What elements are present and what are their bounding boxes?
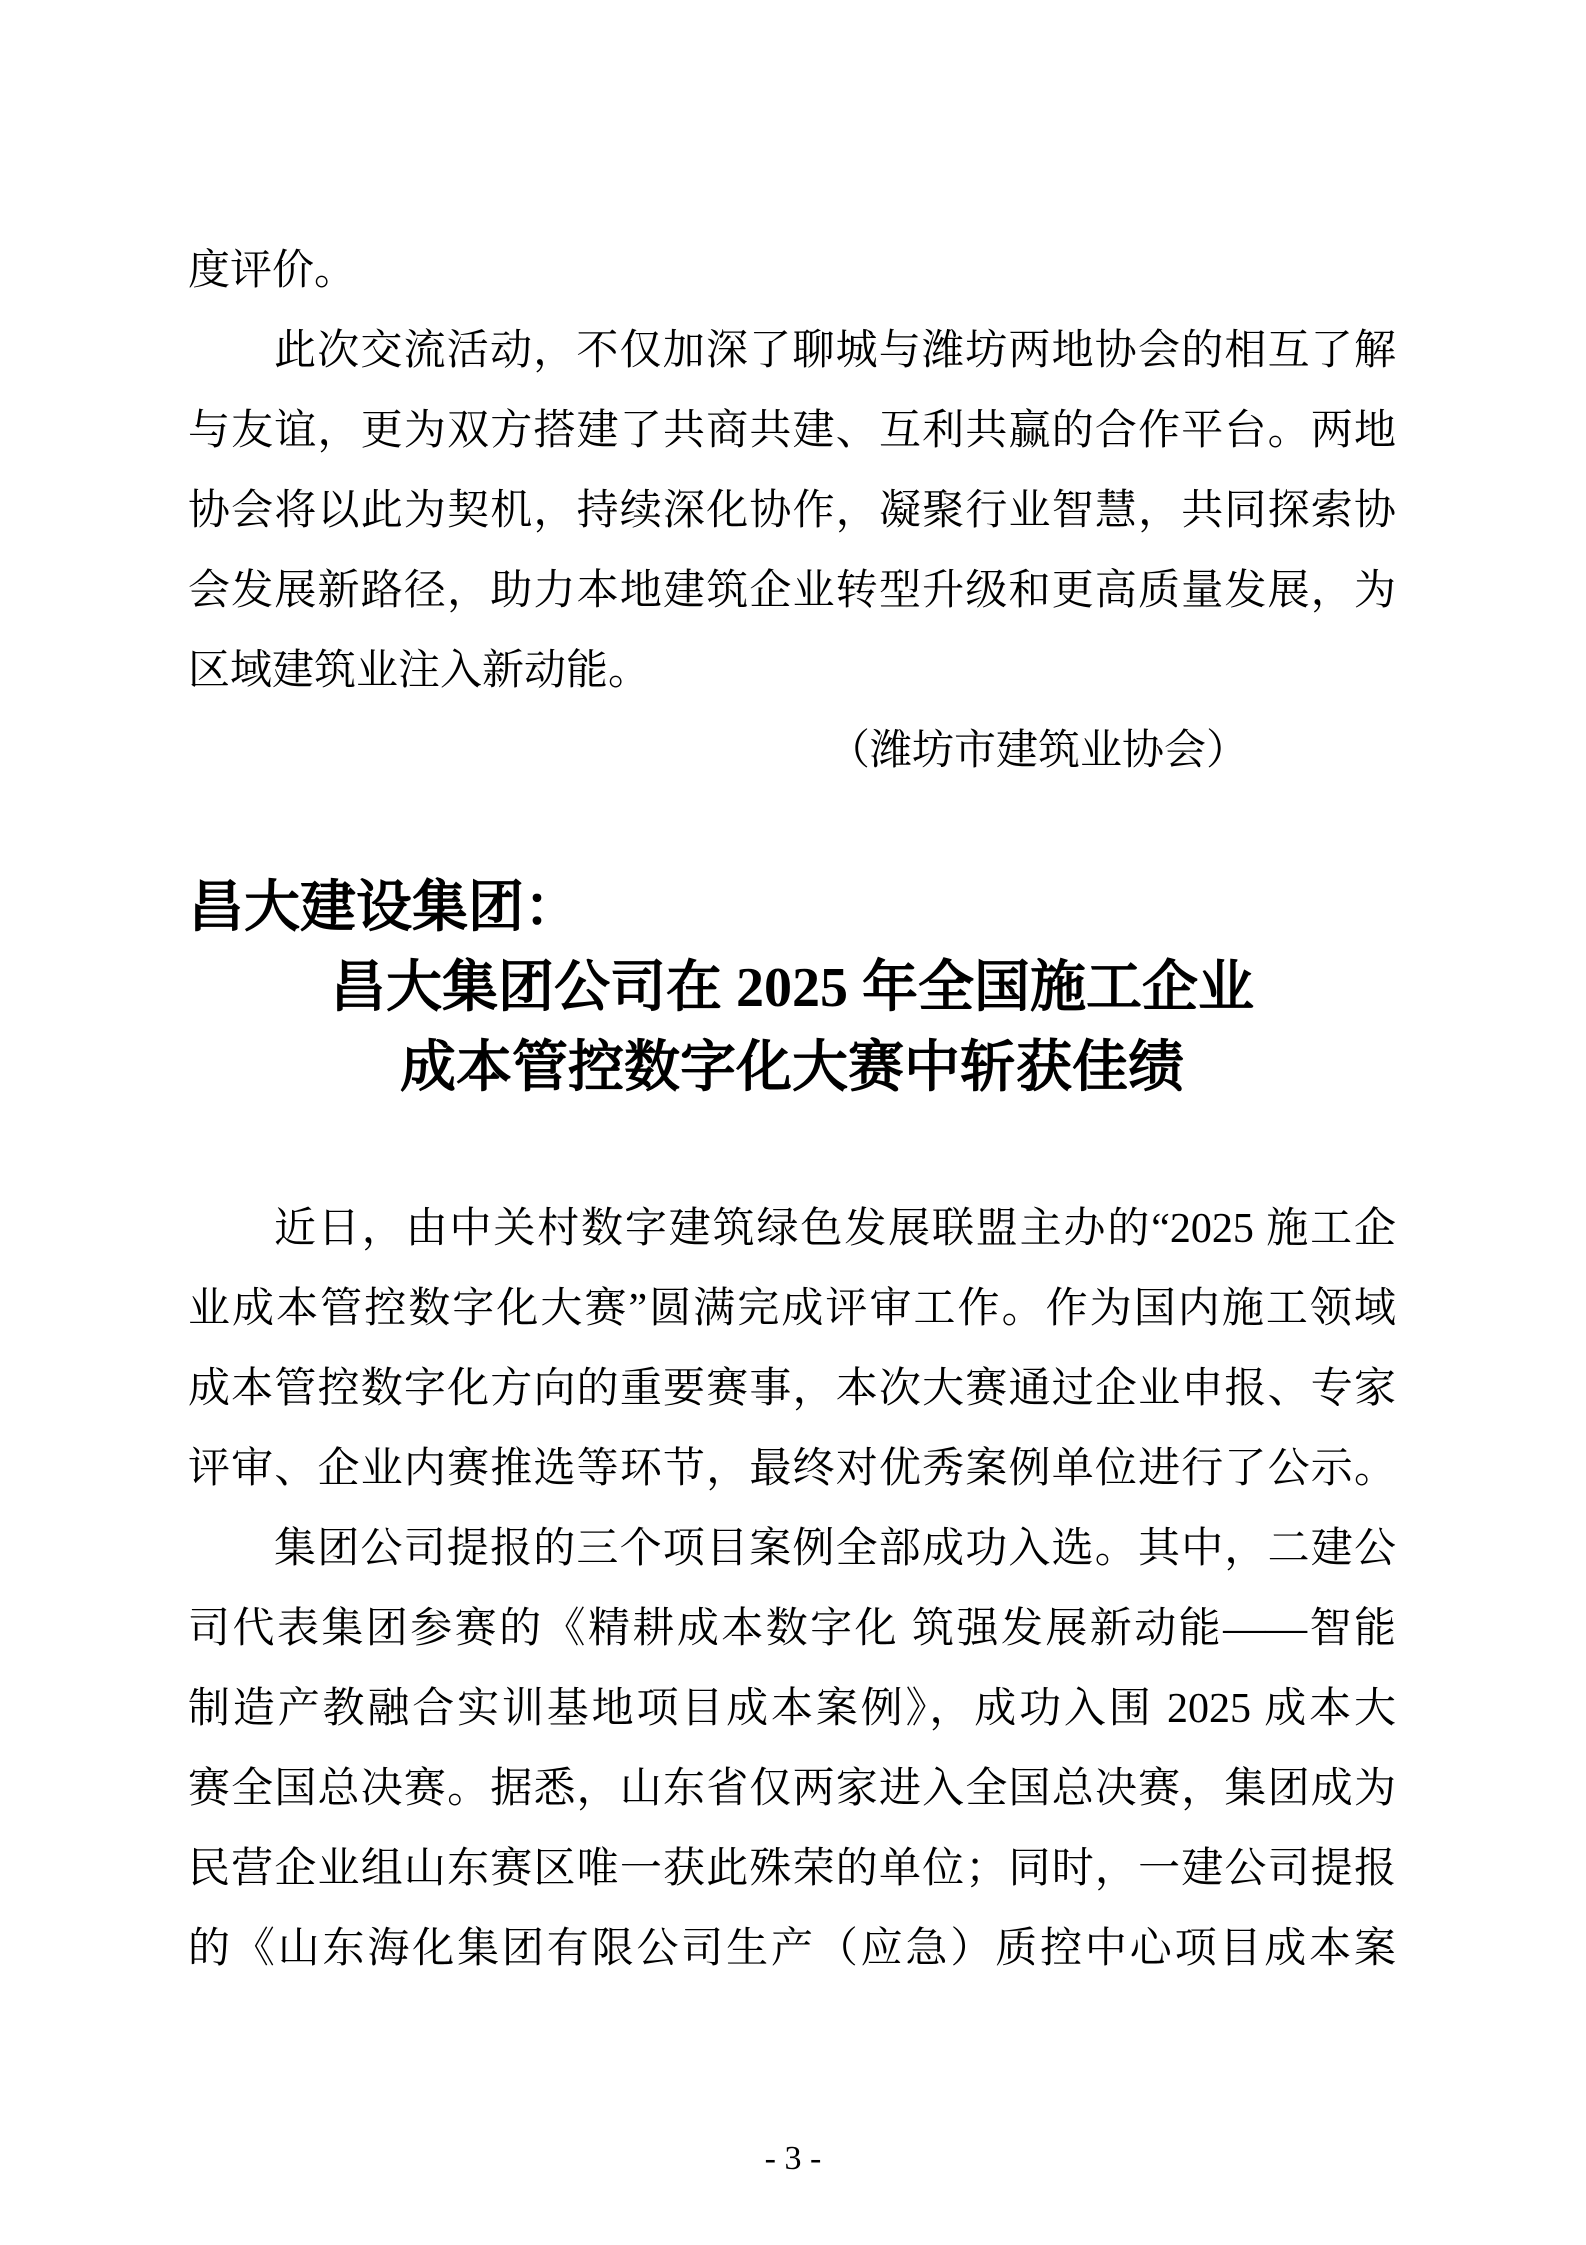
text-line: 区域建筑业注入新动能。 — [188, 648, 651, 694]
text-line: 赛全国总决赛。据悉，山东省仅两家进入全国总决赛，集团成为 — [188, 1766, 1396, 1812]
article-body — [188, 1189, 1396, 1989]
text-line: 的《山东海化集团有限公司生产（应急）质控中心项目成本案 — [188, 1926, 1396, 1972]
page-number: - 3 - — [764, 2140, 822, 2177]
text-line: 业成本管控数字化大赛”圆满完成评审工作。作为国内施工领域 — [188, 1286, 1396, 1332]
text-line: 成本管控数字化方向的重要赛事，本次大赛通过企业申报、专家 — [188, 1366, 1396, 1412]
article-title-line-2: 成本管控数字化大赛中斩获佳绩 — [400, 1037, 1184, 1099]
attribution: （潍坊市建筑业协会） — [827, 728, 1248, 774]
text-line: 会发展新路径，助力本地建筑企业转型升级和更高质量发展，为 — [188, 568, 1396, 614]
article-title-line-1: 昌大集团公司在 2025 年全国施工企业 — [330, 957, 1254, 1019]
article-org-heading: 昌大建设集团： — [188, 877, 580, 939]
previous-article-section — [188, 231, 1396, 791]
text-line: 近日，由中关村数字建筑绿色发展联盟主办的“2025 施工企 — [274, 1206, 1396, 1252]
text-line: 协会将以此为契机，持续深化协作，凝聚行业智慧，共同探索协 — [188, 488, 1396, 534]
text-line: 度评价。 — [188, 248, 357, 294]
text-line: 集团公司提报的三个项目案例全部成功入选。其中，二建公 — [274, 1526, 1396, 1572]
text-line: 此次交流活动，不仅加深了聊城与潍坊两地协会的相互了解 — [274, 328, 1396, 374]
text-line: 民营企业组山东赛区唯一获此殊荣的单位；同时，一建公司提报 — [188, 1846, 1396, 1892]
text-line: 评审、企业内赛推选等环节，最终对优秀案例单位进行了公示。 — [188, 1446, 1396, 1492]
text-line: 司代表集团参赛的《精耕成本数字化 筑强发展新动能——智能 — [188, 1606, 1396, 1652]
article-heading-block — [188, 868, 1396, 1108]
text-line: 与友谊，更为双方搭建了共商共建、互利共赢的合作平台。两地 — [188, 408, 1396, 454]
text-line: 制造产教融合实训基地项目成本案例》，成功入围 2025 成本大 — [188, 1686, 1396, 1732]
